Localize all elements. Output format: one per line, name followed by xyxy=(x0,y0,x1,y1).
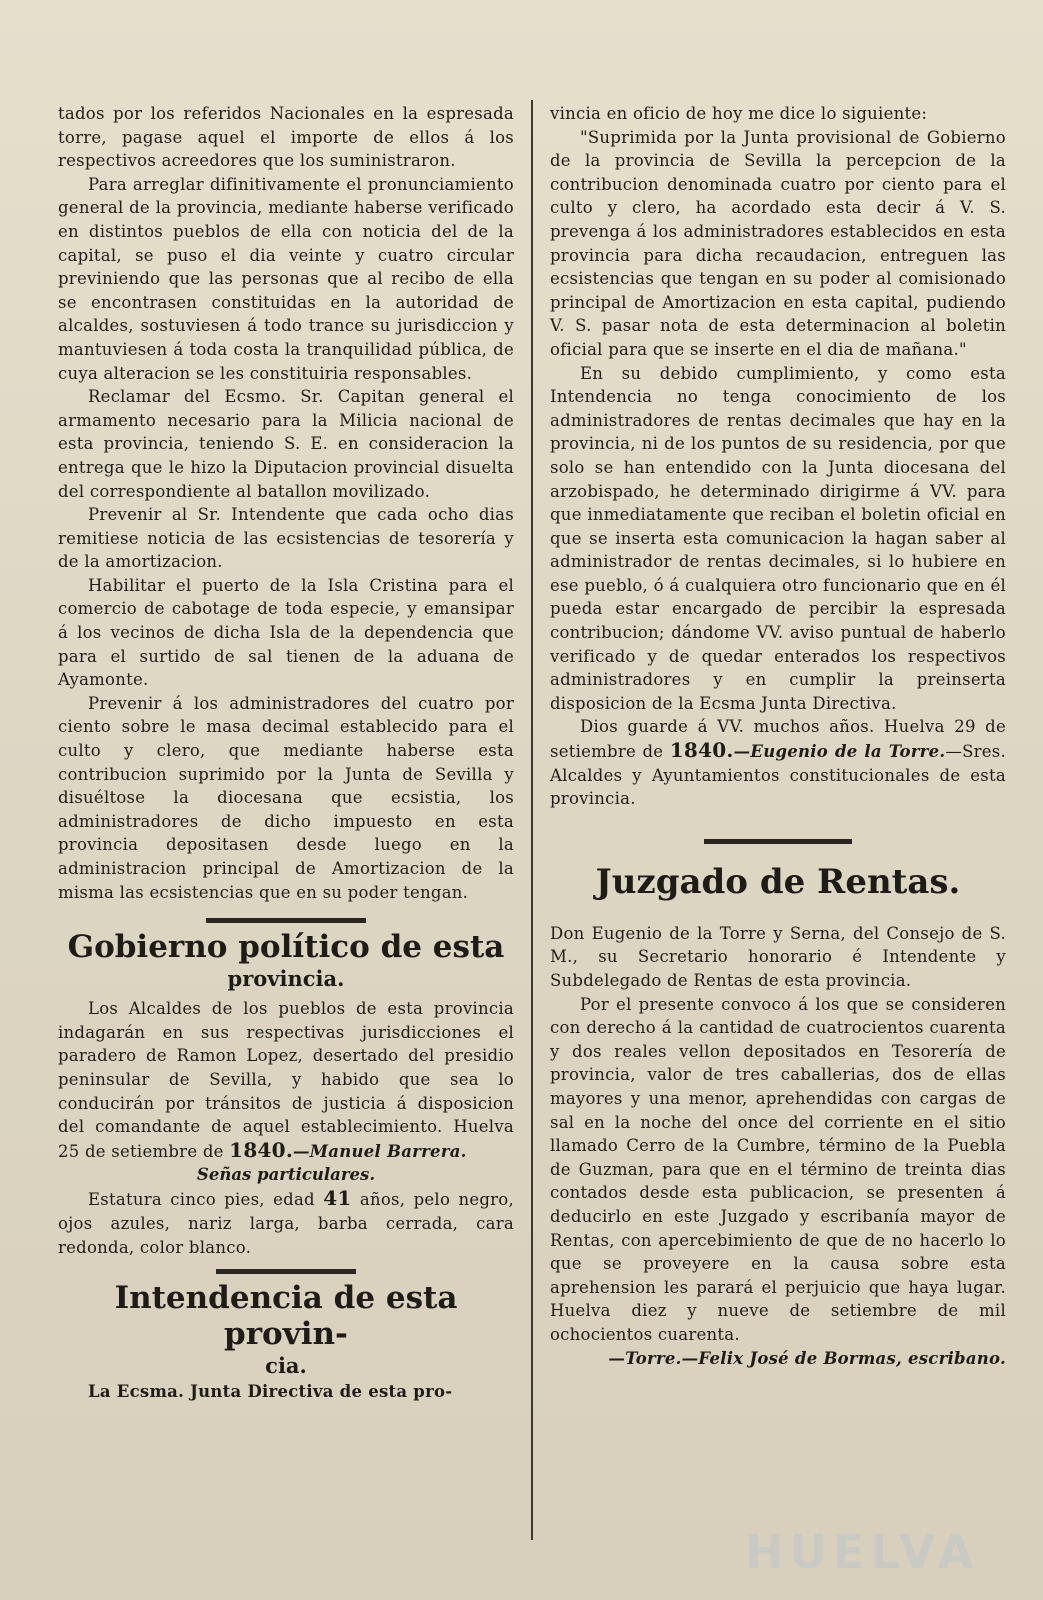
senas-text-a: Estatura cinco pies, edad xyxy=(88,1190,315,1210)
senas-paragraph xyxy=(58,1187,514,1259)
senas-text-b: años, pelo negro, ojos azules, nariz larga, barba cerrada, cara redonda, color blanco. xyxy=(58,1190,514,1257)
right-paragraph-1: vincia en oficio de hoy me dice lo siguiente: xyxy=(550,104,928,123)
gobierno-heading: Gobierno político de esta xyxy=(67,929,505,966)
intendencia-paragraph: La Ecsma. Junta Directiva de esta pro- xyxy=(88,1382,453,1402)
right-paragraph-4 xyxy=(550,715,1006,810)
right-column xyxy=(550,102,1006,1370)
section-rule xyxy=(216,1269,356,1274)
right-paragraph-3: En su debido cumplimiento, y como esta Intendencia no tenga conocimiento de los administradores de rentas decimales que hay en la provincia, ni de los puntos de su residencia, por que solo se han entendido con la Junta diocesana del arzobispado, he determinado dirigirme á VV. para que inmediatamente que reciban el boletin oficial en que se inserta esta comunicacion la hagan saber al administrador de rentas decimales, si lo hubiere en ese pueblo, ó á cualquiera otro funcionario que en él pueda estar encargado de percibir la espresada contribucion; dándome VV. aviso puntual de haberlo verificado y de quedar enterados los respectivos administradores y en cumplir la preinserta disposicion de la Ecsma Junta Directiva. xyxy=(550,363,1006,713)
section-rule xyxy=(704,839,852,844)
right-paragraph-2: "Suprimida por la Junta provisional de Gobierno de la provincia de Sevilla la percepcion de la contribucion denominada cuatro por ciento para el culto y clero, ha acordado esta decir á V. S. prevenga á los administradores establecidos en esta provincia para dicha recaudacion, entreguen las ecsistencias que tengan en su poder al comisionado principal de Amortizacion en esta capital, pudiendo V. S. pasar nota de esta determinacion al boletin oficial para que se inserte en el dia de mañana." xyxy=(550,127,1006,359)
section-rule xyxy=(206,918,366,923)
column-divider xyxy=(531,100,533,1540)
right-p4-text-b: —Sres. Alcaldes y Ayuntamientos constitucionales de esta provincia. xyxy=(550,742,1007,809)
right-signature: —Eugenio de la Torre. xyxy=(733,742,946,762)
left-paragraph-2: Para arreglar difinitivamente el pronunciamiento general de la provincia, mediante haberse verificado en distintos pueblos de ella con noticia del de la capital, se puso el dia veinte y cuatro circular previniendo que las personas que al recibo de ella se encontrasen constituidas en la autoridad de alcaldes, sostuviesen á todo trance su jurisdiccion y mantuviesen á toda costa la tranquilidad pública, de cuya alteracion se les constituiria responsables. xyxy=(58,174,514,383)
gobierno-subheading: provincia. xyxy=(227,966,345,992)
gobierno-notice-text: Los Alcaldes de los pueblos de esta provincia indagarán en sus respectivas jurisdicciones el paradero de Ramon Lopez, desertado del presidio peninsular de Sevilla, y habido que sea lo conducirán por tránsitos de justicia á disposicion del comandante de aquel establecimiento. Huelva 25 de setiembre de xyxy=(58,999,514,1161)
gobierno-year: 1840. xyxy=(229,1137,294,1162)
gobierno-notice xyxy=(58,997,514,1163)
gobierno-signature: —Manuel Barrera. xyxy=(293,1141,467,1161)
intendencia-heading: Intendencia de esta provin- xyxy=(114,1280,458,1353)
juzgado-signature: —Torre.—Felix José de Bormas, escribano. xyxy=(608,1348,1006,1368)
senas-heading: Señas particulares. xyxy=(196,1165,376,1185)
intendencia-subheading: cia. xyxy=(265,1353,307,1379)
watermark: HUELVA xyxy=(745,1525,980,1579)
left-paragraph-1: tados por los referidos Nacionales en la espresada torre, pagase aquel el importe de ellos á los respectivos acreedores que los suministraron. xyxy=(58,104,514,171)
senas-age: 41 xyxy=(323,1186,352,1211)
right-year: 1840. xyxy=(669,738,734,763)
right-p4-text: Dios guarde á VV. muchos años. Huelva 29 de setiembre de xyxy=(550,717,1006,762)
juzgado-paragraph-2: Por el presente convoco á los que se consideren con derecho á la cantidad de cuatrocientos cuarenta y dos reales vellon depositados en Tesorería de provincia, valor de tres caballerias, dos de ellas mayores y una menor, aprehendidas con cargas de sal en la noche del once del corriente en el sitio llamado Cerro de la Cumbre, término de la Puebla de Guzman, para que en el término de treinta dias contados desde esta publicacion, se presenten á deducirlo en este Juzgado y escribanía mayor de Rentas, con apercebimiento de que de no hacerlo lo que se proveyere en la causa sobre esta aprehension les parará el perjuicio que haya lugar. Huelva diez y nueve de setiembre de mil ochocientos cuarenta. xyxy=(550,994,1006,1344)
left-paragraph-5: Habilitar el puerto de la Isla Cristina para el comercio de cabotage de toda especie, y emansipar á los vecinos de dicha Isla de la dependencia que para el surtido de sal tienen de la aduana de Ayamonte. xyxy=(58,575,514,690)
left-paragraph-6: Prevenir á los administradores del cuatro por ciento sobre le masa decimal establecido para el culto y clero, que mediante haberse esta contribucion suprimido por la Junta de Sevilla y disuéltose la diocesana que ecsistia, los administradores de dicho impuesto en esta provincia depositasen desde luego en la administracion principal de Amortizacion de la misma las ecsistencias que en su poder tengan. xyxy=(58,693,514,902)
left-paragraph-3: Reclamar del Ecsmo. Sr. Capitan general el armamento necesario para la Milicia nacional de esta provincia, teniendo S. E. en consideracion la entrega que le hizo la Diputacion provincial disuelta del correspondiente al batallon movilizado. xyxy=(58,387,514,501)
left-column xyxy=(58,102,514,1404)
juzgado-heading: Juzgado de Rentas. xyxy=(595,861,961,902)
left-paragraph-4: Prevenir al Sr. Intendente que cada ocho dias remitiese noticia de las ecsistencias de tesorería y de la amortizacion. xyxy=(58,505,514,572)
juzgado-paragraph-1: Don Eugenio de la Torre y Serna, del Consejo de S. M., su Secretario honorario é Intendente y Subdelegado de Rentas de esta provincia. xyxy=(550,923,1006,990)
